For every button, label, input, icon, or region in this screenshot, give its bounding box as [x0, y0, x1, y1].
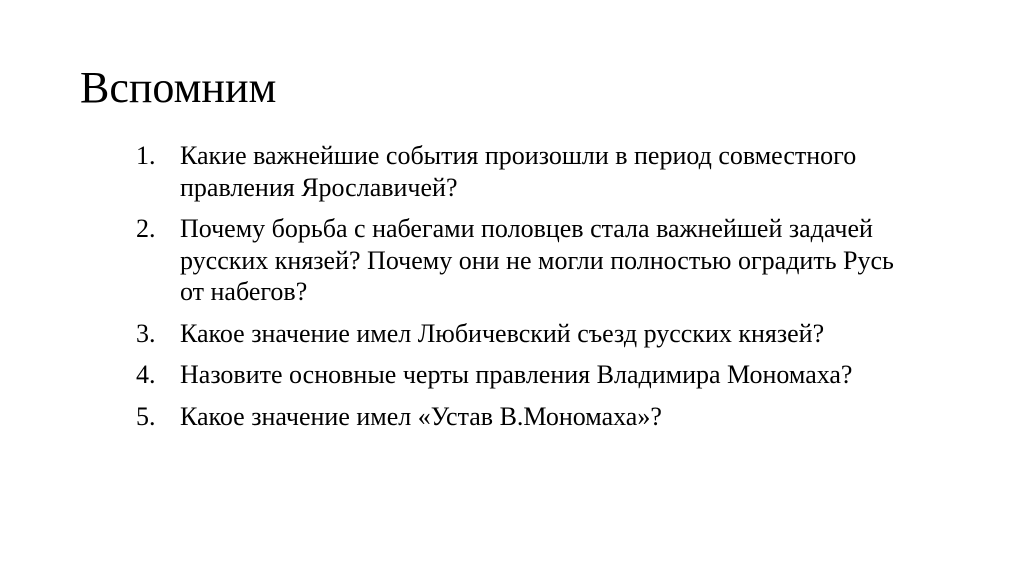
slide-title: Вспомним [80, 63, 277, 112]
question-text: Какое значение имел «Устав В.Мономаха»? [180, 401, 662, 431]
question-item [136, 318, 896, 350]
question-text: Почему борьба с набегами половцев стала важнейшей задачей русских князей? Почему они не могли полностью оградить Русь от набегов? [180, 214, 894, 306]
question-number: 2. [136, 214, 156, 243]
question-list [136, 140, 896, 442]
question-number: 4. [136, 360, 156, 389]
question-text: Какие важнейшие события произошли в период совместного правления Ярославичей? [180, 141, 857, 202]
question-number: 3. [136, 318, 156, 348]
question-text: Какое значение имел Любичевский съезд русских князей? [180, 318, 825, 348]
question-item [136, 140, 896, 203]
question-number: 5. [136, 401, 156, 431]
question-text: Назовите основные черты правления Владимира Мономаха? [180, 360, 853, 389]
question-number: 1. [136, 141, 156, 170]
question-item [136, 213, 896, 308]
question-item [136, 359, 896, 391]
question-item [136, 401, 896, 433]
